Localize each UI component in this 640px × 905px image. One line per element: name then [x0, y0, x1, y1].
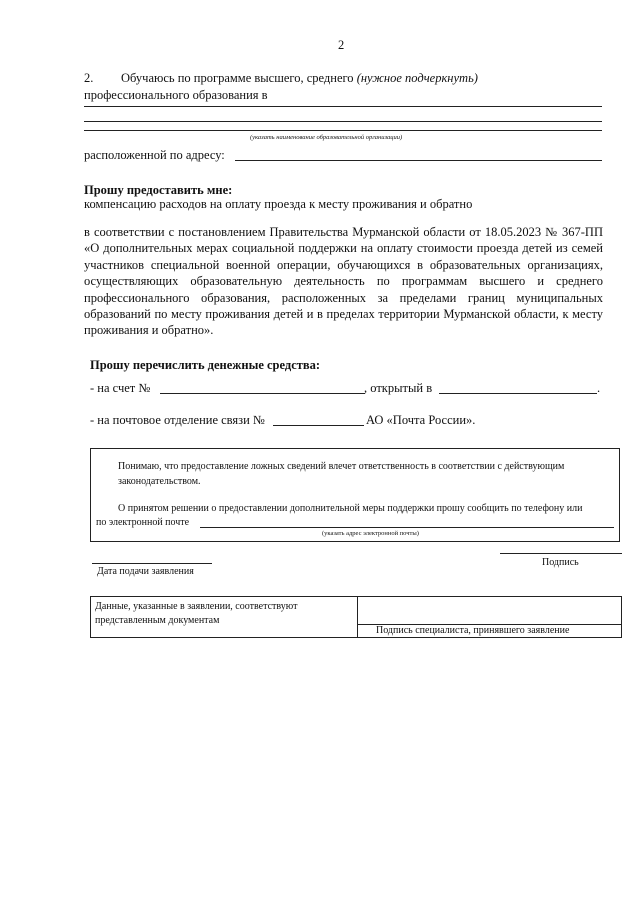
account-opened-label: , открытый в: [364, 381, 433, 395]
education-label: профессионального образования в: [84, 88, 268, 102]
verification-text-line1: Данные, указанные в заявлении, соответствуют: [95, 601, 298, 612]
date-blank[interactable]: [92, 563, 212, 564]
email-caption: (указать адрес электронной почты): [322, 530, 419, 537]
address-label: расположенной по адресу:: [84, 148, 225, 162]
underline-hint: (нужное подчеркнуть): [356, 71, 478, 85]
false-info-text: Понимаю, что предоставление ложных сведений влечет ответственность в соответствии с действующим законодательством.: [118, 461, 565, 487]
signature-blank[interactable]: [500, 553, 622, 554]
email-label: по электронной почте: [96, 517, 190, 528]
org-name-blank-2[interactable]: [84, 121, 602, 122]
org-name-caption: (указать наименование образовательной организации): [250, 134, 403, 141]
email-blank[interactable]: [200, 527, 614, 528]
verification-text-line2: представленным документам: [95, 615, 220, 626]
org-name-blank-1[interactable]: [84, 106, 602, 107]
legal-basis-paragraph: в соответствии с постановлением Правительства Мурманской области от 18.05.2023 № 367-ПП «О дополнительных мерах социальной поддержки на оплату стоимости проезда детей из семей участников специальной военной операции, обучающихся в образовательных организациях, осуществляющих образовательную деятельность по программам высшего и среднего профессионального образования, расположенных за пределами границ муниципальных образований по месту проживания детей и в пределах территории Мурманской области, к месту проживания и обратно».: [84, 225, 603, 338]
post-office-blank[interactable]: [273, 425, 364, 426]
account-number-blank[interactable]: [160, 393, 365, 394]
request-subject: компенсацию расходов на оплату проезда к месту проживания и обратно: [84, 197, 473, 211]
post-office-prefix: - на почтовое отделение связи №: [90, 413, 265, 427]
item-number: 2.: [84, 71, 94, 85]
post-office-suffix: АО «Почта России».: [366, 413, 476, 427]
specialist-signature-caption: Подпись специалиста, принявшего заявление: [376, 625, 570, 636]
transfer-heading: Прошу перечислить денежные средства:: [90, 358, 321, 372]
page-number: 2: [338, 38, 345, 52]
request-heading: Прошу предоставить мне:: [84, 183, 233, 197]
account-end: .: [597, 381, 601, 395]
date-label: Дата подачи заявления: [97, 566, 194, 577]
bank-name-blank[interactable]: [439, 393, 597, 394]
decision-notice-line1: О принятом решении о предоставлении дополнительной меры поддержки прошу сообщить по телефону или: [118, 503, 583, 514]
study-program-line: [121, 71, 478, 85]
verification-divider: [357, 596, 358, 638]
signature-label: Подпись: [542, 557, 579, 568]
org-name-blank-3[interactable]: [84, 130, 602, 131]
study-program-text: Обучаюсь по программе высшего, среднего: [121, 71, 354, 85]
address-blank[interactable]: [235, 160, 602, 161]
account-prefix: - на счет №: [90, 381, 151, 395]
false-info-notice: [118, 460, 614, 489]
